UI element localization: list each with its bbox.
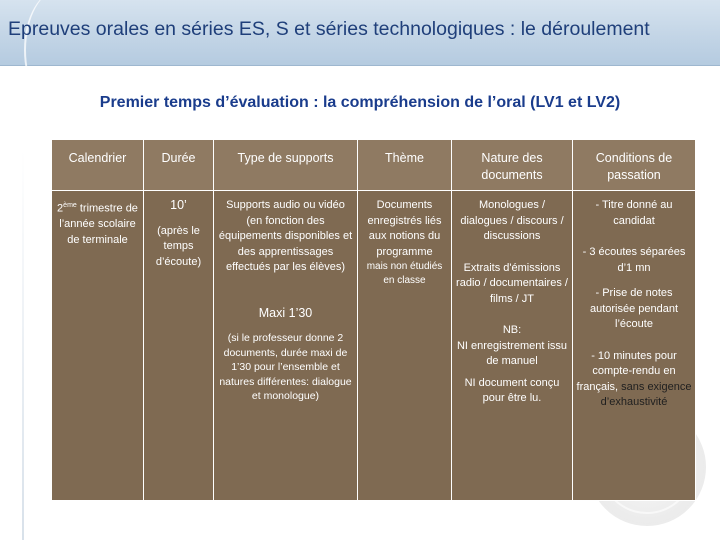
header-duree: Durée xyxy=(144,140,214,191)
nature-p2: Extraits d'émissions radio / documentaires / films / JT xyxy=(456,261,568,305)
calendrier-text: trimestre de l’année scolaire de terminale xyxy=(59,202,138,246)
duree-value: 10’ xyxy=(170,198,187,212)
theme-note: mais non étudiés en classe xyxy=(366,261,443,286)
nature-p3: NI enregistrement issu de manuel xyxy=(456,339,568,367)
header-conditions-passation: Conditions de passation xyxy=(573,140,696,191)
cell-calendrier xyxy=(52,191,144,501)
evaluation-table xyxy=(52,140,696,501)
conditions-p4-note: sans exigence d’exhaustivité xyxy=(600,380,692,408)
header-type-supports: Type de supports xyxy=(214,140,358,191)
calendrier-ordinal-suffix: ème xyxy=(63,202,77,209)
table-row xyxy=(52,191,696,501)
calendrier-ordinal: 2 xyxy=(57,202,64,215)
conditions-p4-main: - 10 minutes pour compte-rendu en français, xyxy=(576,349,677,393)
nature-nb: NB: xyxy=(502,324,522,336)
supports-maxi: Maxi 1’30 xyxy=(258,305,313,320)
title-bar xyxy=(0,0,720,66)
cell-type-supports xyxy=(214,191,358,501)
nature-p1: Monologues / dialogues / discours / discussions xyxy=(460,199,564,242)
slide-title: Epreuves orales en séries ES, S et séries technologiques : le déroulement xyxy=(8,18,650,40)
supports-main: Supports audio ou vidéo (en fonction des équipements disponibles et des apprentissages effectués par les élèves) xyxy=(218,199,353,273)
header-calendrier: Calendrier xyxy=(52,140,144,191)
cell-nature-documents xyxy=(452,191,573,501)
conditions-p2: - 3 écoutes séparées d’1 mn xyxy=(582,246,686,274)
cell-duree xyxy=(144,191,214,501)
table-header-row xyxy=(52,140,696,191)
nature-p4: NI document conçu pour être lu. xyxy=(464,376,560,404)
conditions-p3: - Prise de notes autorisée pendant l’écoute xyxy=(589,287,679,330)
conditions-p4 xyxy=(576,349,692,411)
supports-maxi-note: (si le professeur donne 2 documents, durée maxi de 1’30 pour l’ensemble et natures différentes: dialogue et monologue) xyxy=(219,332,352,402)
conditions-p1: - Titre donné au candidat xyxy=(595,199,673,227)
theme-main: Documents enregistrés liés aux notions du programme xyxy=(367,199,442,258)
header-nature-documents: Nature des documents xyxy=(452,140,573,191)
cell-theme xyxy=(358,191,452,501)
header-theme: Thème xyxy=(358,140,452,191)
duree-note: (après le temps d’écoute) xyxy=(155,224,202,268)
slide-subtitle: Premier temps d’évaluation : la compréhension de l’oral (LV1 et LV2) xyxy=(99,94,621,111)
cell-conditions-passation xyxy=(573,191,696,501)
decorative-line xyxy=(22,150,24,540)
